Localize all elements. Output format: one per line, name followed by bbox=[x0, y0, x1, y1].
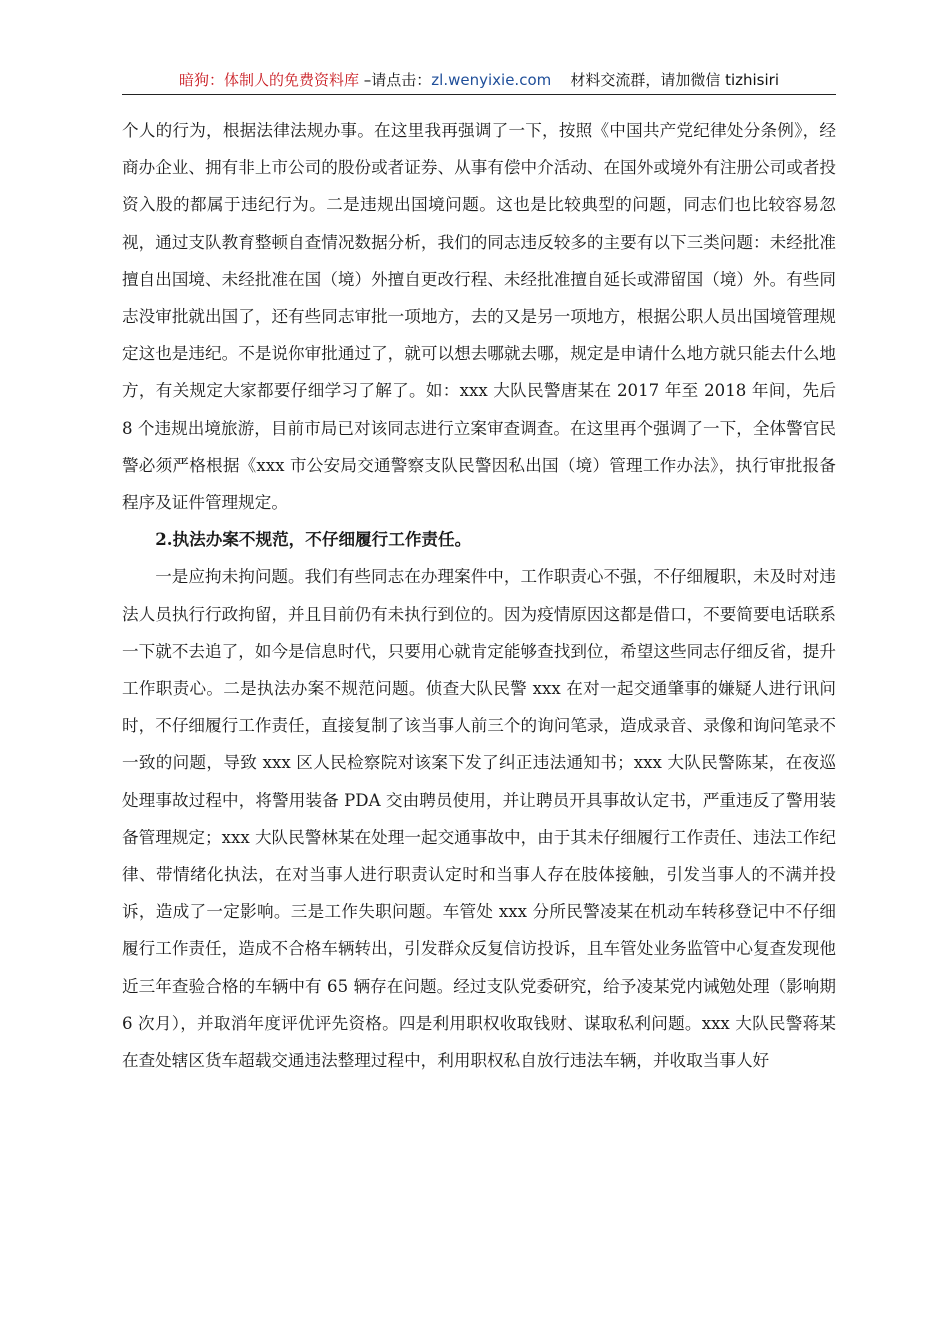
header-site-name: 暗狗：体制人的免费资料库 bbox=[179, 71, 360, 89]
header-click-prompt: –请点击： bbox=[359, 71, 432, 89]
header-spacer bbox=[551, 71, 570, 89]
paragraph-1: 个人的行为，根据法律法规办事。在这里我再强调了一下，按照《中国共产党纪律处分条例》，经商办企业、拥有非上市公司的股份或者证券、从事有偿中介活动、在国外或境外有注册公司或者投资入股的都属于违纪行为。二是违规出国境问题。这也是比较典型的问题，同志们也比较容易忽视，通过支队教育整顿自查情况数据分析，我们的同志违反较多的主要有以下三类问题：未经批准擅自出国境、未经批准在国（境）外擅自更改行程、未经批准擅自延长或滞留国（境）外。有些同志没审批就出国了，还有些同志审批一项地方，去的又是另一项地方，根据公职人员出国境管理规定这也是违纪。不是说你审批通过了，就可以想去哪就去哪，规定是申请什么地方就只能去什么地方，有关规定大家都要仔细学习了解了。如：xxx 大队民警唐某在 2017 年至 2018 年间，先后 8 个违规出境旅游，目前市局已对该同志进行立案审查调查。在这里再个强调了一下，全体警官民警必须严格根据《xxx 市公安局交通警察支队民警因私出国（境）管理工作办法》，执行审批报备程序及证件管理规定。 bbox=[122, 121, 836, 513]
header-url-link[interactable]: zl.wenyixie.com bbox=[431, 71, 552, 89]
page-header bbox=[122, 66, 836, 95]
header-contact: 材料交流群，请加微信 tizhisiri bbox=[570, 71, 779, 89]
paragraph-2: 一是应拘未拘问题。我们有些同志在办理案件中，工作职责心不强，不仔细履职，未及时对违法人员执行行政拘留，并且目前仍有未执行到位的。因为疫情原因这都是借口，不要简要电话联系一下就不去追了，如今是信息时代，只要用心就肯定能够查找到位，希望这些同志仔细反省，提升工作职责心。二是执法办案不规范问题。侦查大队民警 xxx 在对一起交通肇事的嫌疑人进行讯问时，不仔细履行工作责任，直接复制了该当事人前三个的询问笔录，造成录音、录像和询问笔录不一致的问题，导致 xxx 区人民检察院对该案下发了纠正违法通知书；xxx 大队民警陈某，在夜巡处理事故过程中，将警用装备 PDA 交由聘员使用，并让聘员开具事故认定书，严重违反了警用装备管理规定；xxx 大队民警林某在处理一起交通事故中，由于其未仔细履行工作责任、违法工作纪律、带情绪化执法，在对当事人进行职责认定时和当事人存在肢体接触，引发当事人的不满并投诉，造成了一定影响。三是工作失职问题。车管处 xxx 分所民警凌某在机动车转移登记中不仔细履行工作责任，造成不合格车辆转出，引发群众反复信访投诉，且车管处业务监管中心复查发现他近三年查验合格的车辆中有 65 辆存在问题。经过支队党委研究，给予凌某党内诫勉处理（影响期 6 次月），并取消年度评优评先资格。四是利用职权收取钱财、谋取私利问题。xxx 大队民警蒋某在查处辖区货车超载交通违法整理过程中，利用职权私自放行违法车辆，并收取当事人好 bbox=[122, 567, 836, 1071]
document-body bbox=[122, 112, 836, 1079]
section-heading-2: 2.执法办案不规范，不仔细履行工作责任。 bbox=[155, 529, 472, 550]
